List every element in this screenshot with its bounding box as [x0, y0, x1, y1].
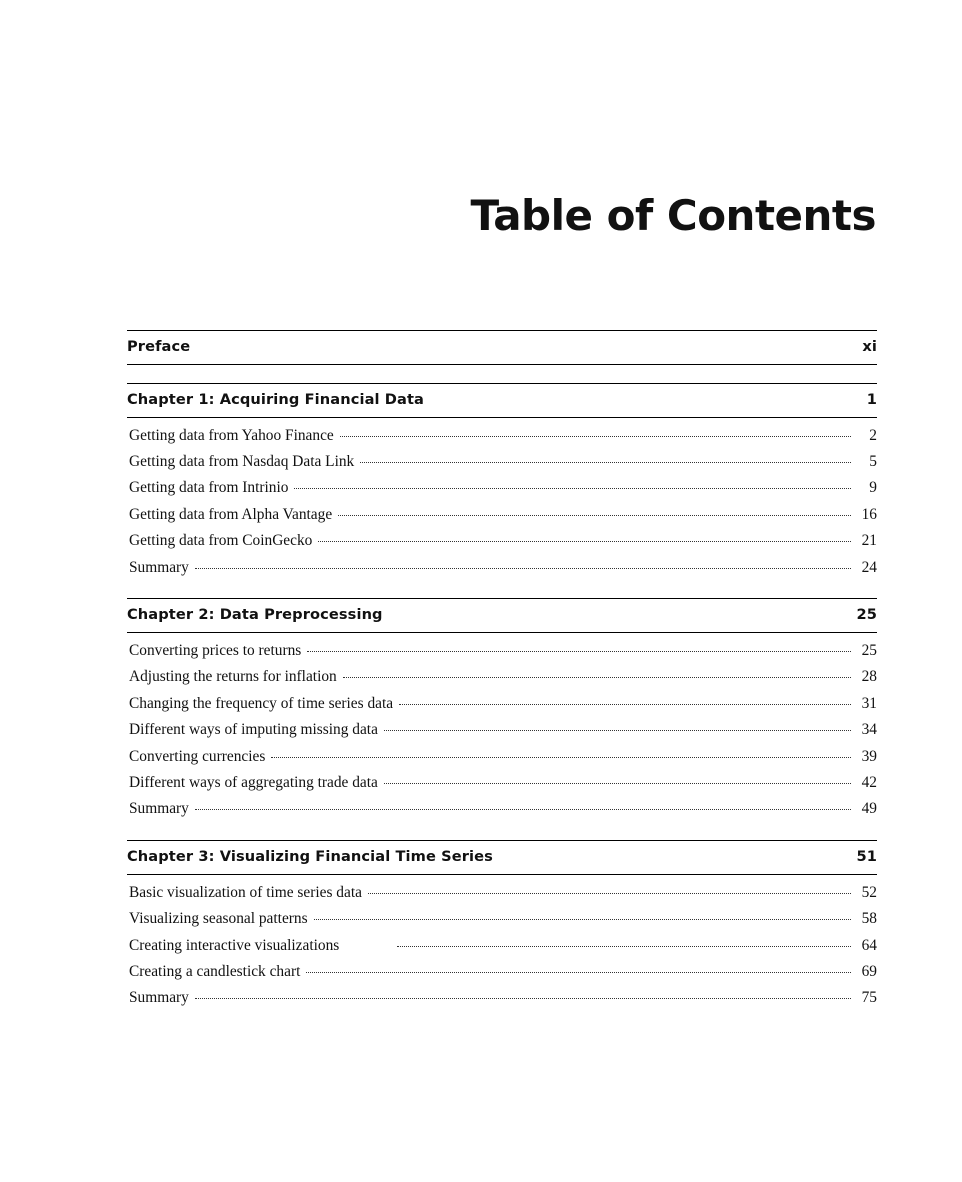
- toc-entry-title: Changing the frequency of time series data: [129, 694, 394, 712]
- toc-entry-title: Creating interactive visualizations: [129, 936, 340, 954]
- leader-dots: [368, 893, 851, 894]
- toc-front-matter-label: Preface: [127, 338, 191, 355]
- leader-dots: [314, 919, 851, 920]
- leader-dots: [397, 946, 851, 947]
- toc-entry-page: 39: [861, 747, 877, 765]
- toc-entry[interactable]: [127, 528, 877, 554]
- toc-entry-page: 42: [861, 773, 877, 791]
- toc-section-chapter-2: [127, 598, 877, 822]
- toc-entry[interactable]: [127, 475, 877, 501]
- toc-entry[interactable]: [127, 637, 877, 663]
- toc-chapter-row[interactable]: [127, 391, 877, 418]
- toc-entry[interactable]: [127, 932, 877, 958]
- toc-entry-page: 75: [861, 989, 877, 1007]
- toc-entry-title: Getting data from Yahoo Finance: [129, 426, 334, 444]
- toc-entry-title: Summary: [129, 800, 189, 818]
- toc-entry-page: 24: [861, 558, 877, 576]
- toc-entry-page: 28: [861, 668, 877, 686]
- toc-entry-title: Visualizing seasonal patterns: [129, 910, 308, 928]
- leader-dots: [360, 462, 851, 463]
- toc-chapter-page: 1: [866, 391, 877, 408]
- toc-entry-list: [127, 418, 877, 580]
- toc-front-matter-page: xi: [862, 338, 877, 355]
- toc-chapter-label: Chapter 3: Visualizing Financial Time Series: [127, 848, 493, 866]
- toc-entry-title: Getting data from Alpha Vantage: [129, 505, 333, 523]
- leader-dots: [318, 541, 851, 542]
- toc-entry-page: 52: [861, 883, 877, 901]
- leader-dots: [271, 757, 851, 758]
- leader-dots: [384, 730, 851, 731]
- toc-entry[interactable]: [127, 554, 877, 580]
- toc-entry-title: Different ways of aggregating trade data: [129, 773, 378, 791]
- toc-entry-title: Getting data from Nasdaq Data Link: [129, 452, 355, 470]
- toc-entry-page: 5: [869, 452, 877, 470]
- spacer: [127, 365, 877, 383]
- toc-chapter-label: Chapter 2: Data Preprocessing: [127, 606, 383, 624]
- toc-entry-page: 69: [861, 963, 877, 980]
- toc-chapter-row[interactable]: [127, 606, 877, 633]
- toc-entry-page: 25: [861, 641, 877, 659]
- leader-dots: [343, 677, 851, 678]
- toc-entry-title: Creating a candlestick chart: [129, 963, 301, 980]
- toc-entry-title: Getting data from CoinGecko: [129, 532, 313, 550]
- toc-entry[interactable]: [127, 959, 877, 985]
- toc-chapter-page: 51: [856, 848, 877, 866]
- toc-entry-page: 21: [861, 532, 877, 550]
- toc-entry-page: 2: [869, 426, 877, 444]
- page-title: Table of Contents: [470, 191, 876, 240]
- toc-entry[interactable]: [127, 743, 877, 769]
- toc-entry-page: 49: [861, 800, 877, 818]
- toc-entry-list: [127, 633, 877, 822]
- spacer: [127, 580, 877, 598]
- toc-entry[interactable]: [127, 690, 877, 716]
- toc-chapter-row[interactable]: [127, 848, 877, 875]
- toc-entry-title: Adjusting the returns for inflation: [129, 668, 337, 686]
- toc-entry-title: Basic visualization of time series data: [129, 883, 362, 901]
- toc-entry-page: 31: [861, 694, 877, 712]
- toc-section-preface: [127, 330, 877, 365]
- toc-section-chapter-3: [127, 840, 877, 1011]
- leader-dots: [195, 568, 851, 569]
- toc-entry-title: Converting prices to returns: [129, 641, 302, 659]
- toc-entry[interactable]: [127, 879, 877, 905]
- toc-entry-page: 64: [861, 936, 877, 954]
- leader-dots: [338, 515, 851, 516]
- toc-entry-title: Converting currencies: [129, 747, 266, 765]
- leader-dots: [340, 436, 851, 437]
- toc-entry[interactable]: [127, 717, 877, 743]
- toc-entry-page: 34: [861, 721, 877, 739]
- toc-entry[interactable]: [127, 448, 877, 474]
- leader-dots: [306, 972, 851, 973]
- toc-list: [127, 330, 877, 1011]
- toc-entry-page: 9: [869, 479, 877, 497]
- toc-entry-title: Different ways of imputing missing data: [129, 721, 378, 739]
- leader-dots: [195, 998, 851, 999]
- toc-chapter-label: Chapter 1: Acquiring Financial Data: [127, 391, 424, 408]
- spacer: [127, 822, 877, 840]
- toc-section-chapter-1: [127, 383, 877, 580]
- toc-entry-title: Summary: [129, 558, 189, 576]
- leader-dots: [399, 704, 851, 705]
- leader-dots: [384, 783, 851, 784]
- toc-entry-title: Getting data from Intrinio: [129, 479, 289, 497]
- toc-entry[interactable]: [127, 422, 877, 448]
- toc-chapter-page: 25: [856, 606, 877, 624]
- leader-dots: [294, 488, 851, 489]
- leader-dots: [195, 809, 851, 810]
- toc-entry-page: 58: [861, 910, 877, 928]
- toc-entry[interactable]: [127, 769, 877, 795]
- toc-entry[interactable]: [127, 664, 877, 690]
- toc-entry-title: Summary: [129, 989, 189, 1007]
- toc-entry-page: 16: [861, 505, 877, 523]
- toc-entry[interactable]: [127, 501, 877, 527]
- leader-dots: [307, 651, 851, 652]
- toc-entry[interactable]: [127, 906, 877, 932]
- toc-entry-list: [127, 875, 877, 1011]
- toc-entry[interactable]: [127, 985, 877, 1011]
- toc-entry[interactable]: [127, 796, 877, 822]
- toc-front-matter-row[interactable]: [127, 338, 877, 365]
